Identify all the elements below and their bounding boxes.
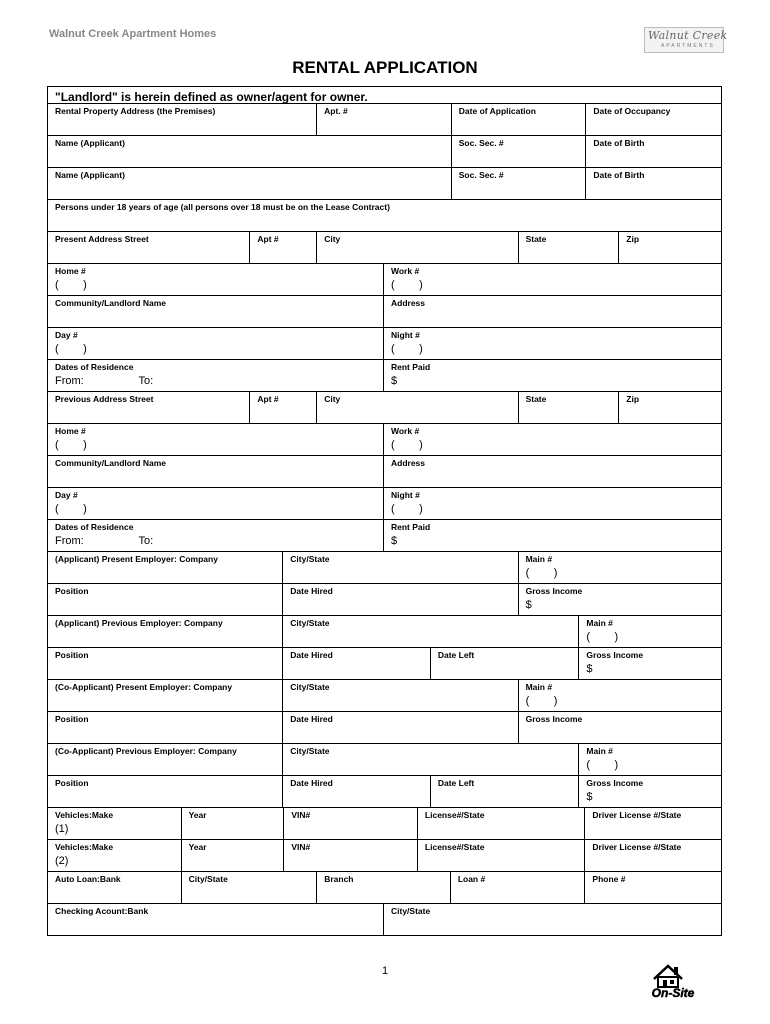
- logo-script: Walnut Creek: [648, 29, 728, 42]
- applicant-name-label-1: Name (Applicant): [55, 138, 125, 148]
- present-community-field[interactable]: [48, 296, 384, 327]
- present-day-phone-field[interactable]: [48, 328, 384, 359]
- checking-bank-label: Checking Acount:Bank: [55, 906, 149, 916]
- applicant-row-2: [48, 168, 721, 200]
- previous-zip-field[interactable]: [619, 392, 721, 423]
- previous-state-field[interactable]: [519, 392, 620, 423]
- city-state-label: City/State: [290, 554, 330, 564]
- co-previous-position-row: [48, 776, 721, 808]
- day-phone-blank: ( ): [55, 503, 87, 515]
- driver-license-field-1[interactable]: [585, 808, 721, 839]
- co-present-hired-field[interactable]: [283, 712, 518, 743]
- vehicle-row-2: [48, 840, 721, 872]
- minors-label: Persons under 18 years of age (all persons over 18 must be on the Lease Contract): [55, 202, 390, 212]
- app-previous-income-field[interactable]: [579, 648, 721, 679]
- present-dates-field[interactable]: [48, 360, 384, 391]
- home-phone-blank: ( ): [55, 439, 87, 451]
- auto-loan-city-field[interactable]: [182, 872, 318, 903]
- date-of-occupancy-label: Date of Occupancy: [593, 106, 671, 116]
- position-label: Position: [55, 650, 89, 660]
- main-phone-blank: ( ): [586, 631, 619, 643]
- present-street-label: Present Address Street: [55, 234, 149, 244]
- income-dollar: $: [586, 663, 593, 675]
- company-name: Walnut Creek Apartment Homes: [49, 28, 217, 40]
- main-phone-blank: ( ): [525, 695, 558, 707]
- date-hired-label: Date Hired: [290, 778, 333, 788]
- co-previous-employer-row: [48, 744, 721, 776]
- community-label: Community/Landlord Name: [55, 458, 166, 468]
- date-of-application-label: Date of Application: [458, 106, 536, 116]
- home-phone-label: Home #: [55, 266, 86, 276]
- previous-city-label: City: [324, 394, 341, 404]
- city-state-label: City/State: [290, 618, 330, 628]
- present-landlord-address-field[interactable]: [384, 296, 721, 327]
- night-phone-label: Night #: [391, 330, 420, 340]
- position-label: Position: [55, 778, 89, 788]
- present-address-row: [48, 232, 721, 264]
- gross-income-label: Gross Income: [586, 778, 644, 788]
- checking-bank-field[interactable]: [48, 904, 384, 935]
- home-phone-blank: ( ): [55, 279, 87, 291]
- landlord-definition: [48, 87, 721, 103]
- vehicle-license-label: License#/State: [424, 842, 485, 852]
- vehicle-license-field-1[interactable]: [418, 808, 585, 839]
- auto-loan-number-label: Loan #: [457, 874, 486, 884]
- vehicle-make-field-1[interactable]: [48, 808, 182, 839]
- app-previous-left-field[interactable]: [431, 648, 580, 679]
- vehicle-row-1: [48, 808, 721, 840]
- income-dollar: $: [525, 599, 532, 611]
- position-label: Position: [55, 586, 89, 596]
- property-row: [48, 104, 721, 136]
- dob-field-2[interactable]: [586, 168, 721, 199]
- present-residence-row: [48, 360, 721, 392]
- previous-apt-field[interactable]: [250, 392, 317, 423]
- present-state-label: State: [525, 234, 547, 244]
- co-previous-hired-field[interactable]: [283, 776, 431, 807]
- dates-of-residence-label: Dates of Residence: [55, 522, 134, 532]
- co-present-main-field[interactable]: [519, 680, 721, 711]
- landlord-definition-row: [48, 87, 721, 104]
- app-present-company-field[interactable]: [48, 552, 283, 583]
- co-previous-position-field[interactable]: [48, 776, 283, 807]
- app-previous-employer-row: [48, 616, 721, 648]
- applicant-name-field-1[interactable]: [48, 136, 452, 167]
- date-left-label: Date Left: [437, 650, 475, 660]
- previous-community-field[interactable]: [48, 456, 384, 487]
- main-phone-label: Main #: [525, 554, 553, 564]
- driver-license-field-2[interactable]: [585, 840, 721, 871]
- day-phone-label: Day #: [55, 330, 78, 340]
- co-present-position-field[interactable]: [48, 712, 283, 743]
- app-present-hired-field[interactable]: [283, 584, 518, 615]
- app-present-city-field[interactable]: [283, 552, 518, 583]
- landlord-definition-text: "Landlord" is herein defined as owner/agent for owner.: [55, 90, 368, 103]
- page-title: RENTAL APPLICATION: [292, 58, 478, 77]
- present-state-field[interactable]: [519, 232, 620, 263]
- dob-field-1[interactable]: [586, 136, 721, 167]
- auto-loan-branch-label: Branch: [324, 874, 354, 884]
- vehicle-year-label: Year: [188, 810, 207, 820]
- co-present-position-row: [48, 712, 721, 744]
- gross-income-label: Gross Income: [586, 650, 644, 660]
- property-apt-label: Apt. #: [324, 106, 348, 116]
- previous-phone-row: [48, 424, 721, 456]
- previous-residence-row: [48, 520, 721, 552]
- previous-apt-label: Apt #: [257, 394, 279, 404]
- co-previous-city-field[interactable]: [283, 744, 579, 775]
- co-present-city-field[interactable]: [283, 680, 518, 711]
- city-state-label: City/State: [290, 746, 330, 756]
- onsite-text: On-Site: [651, 986, 695, 1000]
- co-previous-main-field[interactable]: [579, 744, 721, 775]
- applicant-name-label-2: Name (Applicant): [55, 170, 125, 180]
- app-previous-position-field[interactable]: [48, 648, 283, 679]
- day-phone-blank: ( ): [55, 343, 87, 355]
- previous-day-phone-field[interactable]: [48, 488, 384, 519]
- present-city-field[interactable]: [317, 232, 518, 263]
- present-landlord-phone-row: [48, 328, 721, 360]
- previous-dates-field[interactable]: [48, 520, 384, 551]
- vehicle-make-field-2[interactable]: [48, 840, 182, 871]
- vehicle-year-label: Year: [188, 842, 207, 852]
- walnut-creek-logo: [644, 27, 728, 53]
- co-present-employer-row: [48, 680, 721, 712]
- previous-work-phone-field[interactable]: [384, 424, 721, 455]
- house-icon: [644, 962, 704, 1000]
- previous-landlord-address-field[interactable]: [384, 456, 721, 487]
- vehicle-license-label: License#/State: [424, 810, 485, 820]
- auto-loan-branch-field[interactable]: [317, 872, 451, 903]
- gross-income-label: Gross Income: [525, 714, 583, 724]
- auto-loan-bank-label: Auto Loan:Bank: [55, 874, 121, 884]
- present-night-phone-field[interactable]: [384, 328, 721, 359]
- checking-city-label: City/State: [391, 906, 431, 916]
- previous-street-label: Previous Address Street: [55, 394, 154, 404]
- previous-address-row: [48, 392, 721, 424]
- present-zip-label: Zip: [626, 234, 640, 244]
- night-phone-blank: ( ): [391, 343, 423, 355]
- night-phone-label: Night #: [391, 490, 420, 500]
- from-to-blank: From: To:: [55, 375, 154, 387]
- checking-city-field[interactable]: [384, 904, 721, 935]
- present-zip-field[interactable]: [619, 232, 721, 263]
- minors-row: [48, 200, 721, 232]
- app-present-position-field[interactable]: [48, 584, 283, 615]
- dob-label-1: Date of Birth: [593, 138, 645, 148]
- previous-city-field[interactable]: [317, 392, 518, 423]
- app-present-company-label: (Applicant) Present Employer: Company: [55, 554, 218, 564]
- previous-landlord-phone-row: [48, 488, 721, 520]
- previous-home-phone-field[interactable]: [48, 424, 384, 455]
- auto-loan-phone-field[interactable]: [585, 872, 721, 903]
- dob-label-2: Date of Birth: [593, 170, 645, 180]
- present-street-field[interactable]: [48, 232, 250, 263]
- vehicle-license-field-2[interactable]: [418, 840, 585, 871]
- logo-subtitle: APARTMENTS: [661, 43, 715, 49]
- main-phone-label: Main #: [586, 746, 613, 756]
- app-previous-hired-field[interactable]: [283, 648, 431, 679]
- app-previous-city-field[interactable]: [283, 616, 579, 647]
- present-phone-row: [48, 264, 721, 296]
- present-apt-field[interactable]: [250, 232, 317, 263]
- gross-income-label: Gross Income: [525, 586, 583, 596]
- income-dollar: $: [586, 791, 593, 803]
- main-phone-blank: ( ): [525, 567, 558, 579]
- previous-street-field[interactable]: [48, 392, 250, 423]
- from-to-blank: From: To:: [55, 535, 154, 547]
- rent-dollar: $: [391, 535, 398, 547]
- position-label: Position: [55, 714, 89, 724]
- minors-field[interactable]: [48, 200, 721, 231]
- app-present-position-row: [48, 584, 721, 616]
- community-label: Community/Landlord Name: [55, 298, 166, 308]
- previous-zip-label: Zip: [626, 394, 640, 404]
- onsite-logo: [644, 962, 704, 1000]
- auto-loan-row: [48, 872, 721, 904]
- vehicle-year-field-2[interactable]: [182, 840, 285, 871]
- co-present-company-field[interactable]: [48, 680, 283, 711]
- app-previous-company-label: (Applicant) Previous Employer: Company: [55, 618, 223, 628]
- co-present-income-field[interactable]: [519, 712, 721, 743]
- date-left-label: Date Left: [437, 778, 475, 788]
- rental-application-form: [47, 86, 722, 936]
- previous-night-phone-field[interactable]: [384, 488, 721, 519]
- date-hired-label: Date Hired: [290, 650, 333, 660]
- present-landlord-row: [48, 296, 721, 328]
- main-phone-label: Main #: [525, 682, 553, 692]
- vehicle-vin-label: VIN#: [291, 810, 311, 820]
- auto-loan-number-field[interactable]: [451, 872, 586, 903]
- present-apt-label: Apt #: [257, 234, 279, 244]
- app-previous-position-row: [48, 648, 721, 680]
- property-address-field[interactable]: [48, 104, 317, 135]
- city-state-label: City/State: [290, 682, 330, 692]
- main-phone-label: Main #: [586, 618, 613, 628]
- auto-loan-phone-label: Phone #: [592, 874, 626, 884]
- work-phone-blank: ( ): [391, 439, 423, 451]
- date-of-occupancy-field[interactable]: [586, 104, 721, 135]
- date-of-application-field[interactable]: [452, 104, 587, 135]
- previous-landlord-row: [48, 456, 721, 488]
- ssn-field-2[interactable]: [452, 168, 587, 199]
- work-phone-label: Work #: [391, 266, 420, 276]
- app-present-income-field[interactable]: [519, 584, 721, 615]
- previous-state-label: State: [525, 394, 547, 404]
- previous-rent-field[interactable]: [384, 520, 721, 551]
- vehicle-make-label: Vehicles:Make: [55, 810, 114, 820]
- vehicle-year-field-1[interactable]: [182, 808, 285, 839]
- day-phone-label: Day #: [55, 490, 78, 500]
- present-city-label: City: [324, 234, 341, 244]
- applicant-row-1: [48, 136, 721, 168]
- home-phone-label: Home #: [55, 426, 86, 436]
- app-present-employer-row: [48, 552, 721, 584]
- vehicle-number-2: (2): [55, 855, 69, 867]
- landlord-address-label: Address: [391, 458, 426, 468]
- present-rent-field[interactable]: [384, 360, 721, 391]
- vehicle-vin-field-2[interactable]: [284, 840, 418, 871]
- co-previous-income-field[interactable]: [579, 776, 721, 807]
- vehicle-vin-label: VIN#: [291, 842, 311, 852]
- rent-dollar: $: [391, 375, 398, 387]
- main-phone-blank: ( ): [586, 759, 619, 771]
- vehicle-number-1: (1): [55, 823, 69, 835]
- applicant-name-field-2[interactable]: [48, 168, 452, 199]
- present-home-phone-field[interactable]: [48, 264, 384, 295]
- page-number: 1: [381, 965, 389, 977]
- property-address-label: Rental Property Address (the Premises): [55, 106, 216, 116]
- auto-loan-city-label: City/State: [188, 874, 228, 884]
- work-phone-label: Work #: [391, 426, 420, 436]
- date-hired-label: Date Hired: [290, 586, 333, 596]
- rent-paid-label: Rent Paid: [391, 362, 431, 372]
- ssn-label-2: Soc. Sec. #: [458, 170, 504, 180]
- property-apt-field[interactable]: [317, 104, 452, 135]
- work-phone-blank: ( ): [391, 279, 423, 291]
- co-present-company-label: (Co-Applicant) Present Employer: Company: [55, 682, 233, 692]
- date-hired-label: Date Hired: [290, 714, 333, 724]
- auto-loan-bank-field[interactable]: [48, 872, 182, 903]
- co-previous-company-field[interactable]: [48, 744, 283, 775]
- ssn-label-1: Soc. Sec. #: [458, 138, 504, 148]
- landlord-address-label: Address: [391, 298, 426, 308]
- checking-row: [48, 904, 721, 936]
- app-present-main-field[interactable]: [519, 552, 721, 583]
- app-previous-main-field[interactable]: [579, 616, 721, 647]
- dates-of-residence-label: Dates of Residence: [55, 362, 134, 372]
- app-previous-company-field[interactable]: [48, 616, 283, 647]
- co-previous-company-label: (Co-Applicant) Previous Employer: Company: [55, 746, 237, 756]
- vehicle-vin-field-1[interactable]: [284, 808, 418, 839]
- rent-paid-label: Rent Paid: [391, 522, 431, 532]
- vehicle-make-label: Vehicles:Make: [55, 842, 114, 852]
- driver-license-label: Driver License #/State: [592, 810, 682, 820]
- night-phone-blank: ( ): [391, 503, 423, 515]
- co-previous-left-field[interactable]: [431, 776, 580, 807]
- present-work-phone-field[interactable]: [384, 264, 721, 295]
- driver-license-label: Driver License #/State: [592, 842, 682, 852]
- ssn-field-1[interactable]: [452, 136, 587, 167]
